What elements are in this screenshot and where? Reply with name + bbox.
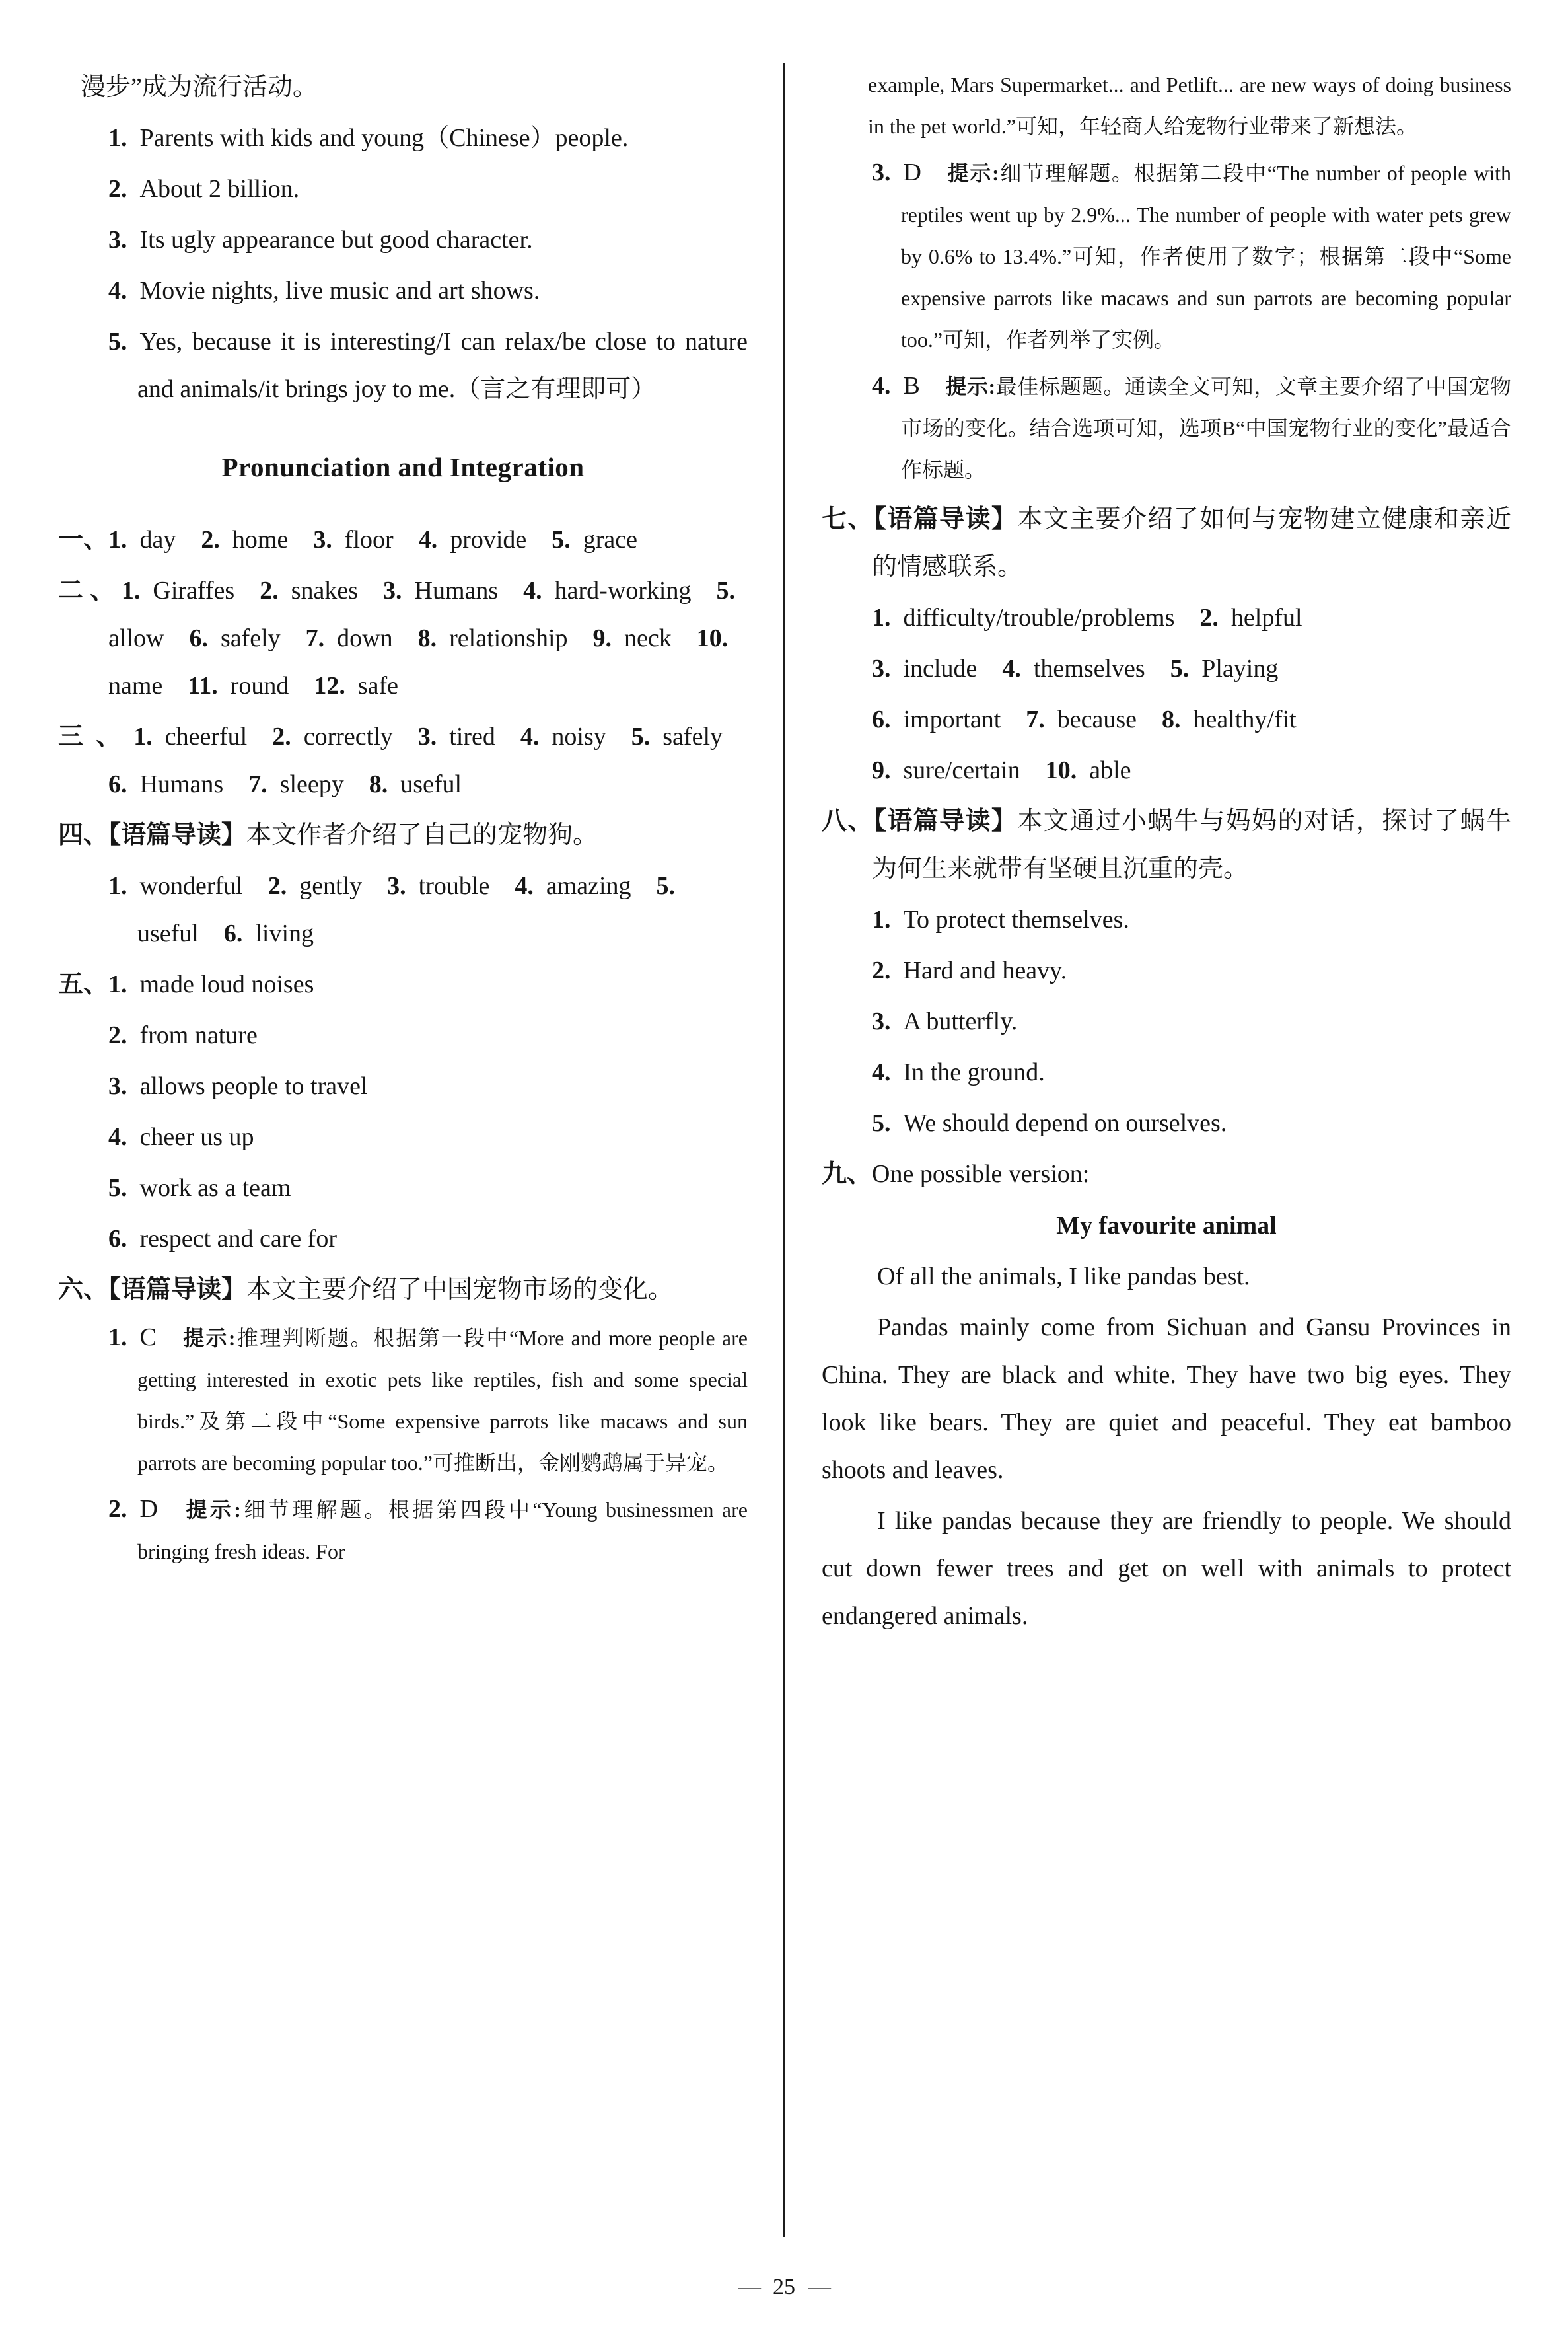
- text-segment: grace: [570, 526, 638, 554]
- text-segment: 1.: [133, 723, 153, 751]
- text-segment: correctly: [291, 723, 418, 751]
- text-segment: tired: [437, 723, 520, 751]
- text-segment: 六、: [58, 1276, 109, 1304]
- text-segment: 9.: [592, 624, 612, 652]
- section-item: [58, 1266, 748, 1313]
- continued-paragraph: [58, 63, 748, 111]
- hint-item: [58, 1317, 748, 1483]
- text-segment: 3.: [872, 159, 891, 186]
- text-segment: floor: [332, 526, 419, 554]
- text-segment: 6.: [108, 1225, 127, 1253]
- column-divider: [783, 63, 785, 2237]
- text-segment: 4.: [520, 723, 540, 751]
- answer-item: [58, 267, 748, 314]
- text-segment: 5.: [108, 328, 127, 355]
- text-segment: 1.: [108, 1323, 127, 1351]
- text-segment: from nature: [127, 1021, 258, 1049]
- text-segment: 2.: [267, 872, 287, 900]
- text-segment: 11.: [188, 672, 218, 700]
- text-segment: 四、: [58, 821, 109, 849]
- text-segment: 4.: [872, 372, 891, 400]
- text-segment: 5.: [552, 526, 571, 554]
- answer-item: [58, 165, 748, 213]
- section-item: [822, 797, 1511, 893]
- page-footer: [0, 2275, 1568, 2300]
- essay-paragraph: [822, 1304, 1511, 1494]
- text-segment: 提示:: [182, 1498, 241, 1522]
- text-segment: 提示:: [181, 1326, 236, 1350]
- text-segment: 一、: [58, 526, 109, 554]
- text-segment: B: [890, 372, 945, 400]
- text-segment: relationship: [437, 624, 593, 652]
- text-segment: 5.: [656, 872, 676, 900]
- text-segment: 漫步”成为流行活动。: [81, 73, 318, 101]
- text-segment: 1.: [108, 526, 127, 554]
- section-item: [58, 961, 748, 1008]
- text-segment: helpful: [1218, 604, 1302, 632]
- text-segment: 本文主要介绍了中国宠物市场的变化。: [246, 1276, 674, 1304]
- text-segment: 1.: [108, 872, 127, 900]
- text-segment: safely: [650, 723, 748, 751]
- text-segment: 8.: [369, 770, 388, 798]
- text-segment: trouble: [406, 872, 515, 900]
- text-segment: round: [217, 672, 314, 700]
- text-segment: To protect themselves.: [890, 906, 1129, 934]
- text-segment: 【语篇导读】: [108, 821, 247, 849]
- text-segment: 7.: [248, 770, 267, 798]
- text-segment: 4.: [872, 1058, 891, 1086]
- text-segment: living: [242, 920, 314, 947]
- text-segment: Hard and heavy.: [890, 957, 1067, 984]
- text-segment: A butterfly.: [890, 1008, 1018, 1035]
- text-segment: 4.: [108, 1123, 127, 1151]
- text-segment: 8.: [417, 624, 437, 652]
- text-segment: Its ugly appearance but good character.: [127, 226, 533, 254]
- text-segment: 12.: [314, 672, 345, 700]
- text-segment: I like pandas because they are friendly to people. We should cut down fewer trees and get on well with animals to protect endangered animals.: [822, 1507, 1511, 1630]
- text-segment: important: [890, 706, 1026, 733]
- section-item: [58, 567, 748, 710]
- text-segment: gently: [287, 872, 388, 900]
- text-segment: 2.: [108, 1495, 127, 1523]
- text-segment: 10.: [696, 624, 729, 652]
- text-segment: cheer us up: [127, 1123, 254, 1151]
- text-segment: Humans: [402, 577, 524, 605]
- footer-dash-left: —: [738, 2275, 760, 2299]
- text-segment: day: [127, 526, 201, 554]
- answer-item: [822, 1049, 1511, 1096]
- text-segment: themselves: [1020, 655, 1170, 683]
- text-segment: 七、: [822, 505, 874, 533]
- text-segment: 细节理解题。根据第二段中“The number of people with reptiles went up by 2.9%... The number of people with water pets grew by 0.6% to 13.4%.”可知，作者使用了数字；根据第二段中“Some expensive parrots like macaws and sun parrots are becoming popular too.”可知，作者列举了实例。: [901, 161, 1511, 351]
- answer-item: [822, 594, 1511, 642]
- text-segment: useful: [137, 872, 688, 947]
- text-segment: 9.: [872, 757, 891, 784]
- text-segment: neck: [612, 624, 697, 652]
- text-segment: We should depend on ourselves.: [890, 1109, 1227, 1137]
- text-segment: 4.: [108, 277, 127, 305]
- text-segment: Movie nights, live music and art shows.: [127, 277, 540, 305]
- answer-item: [58, 114, 748, 162]
- left-column: [58, 63, 748, 2237]
- page-number: 25: [773, 2275, 795, 2299]
- text-segment: 3.: [872, 655, 891, 683]
- text-segment: In the ground.: [890, 1058, 1045, 1086]
- text-segment: About 2 billion.: [127, 175, 300, 203]
- text-segment: down: [324, 624, 418, 652]
- text-segment: 3.: [383, 577, 402, 605]
- text-segment: difficulty/trouble/problems: [890, 604, 1200, 632]
- text-segment: healthy/fit: [1180, 706, 1297, 733]
- text-segment: Of all the animals, I like pandas best.: [877, 1263, 1250, 1290]
- answer-item: [58, 1113, 748, 1161]
- text-segment: 推理判断题。根据第一段中“More and more people are getting interested in exotic pets like reptiles, fish and some special birds.”及第二段中“Some expensive parrots like macaws and sun parrots are becoming popular too.”可推断出，金刚鹦鹉属于异宠。: [137, 1326, 748, 1475]
- text-segment: 本文通过小蜗牛与妈妈的对话，探讨了蜗牛为何生来就带有坚硬且沉重的壳。: [872, 807, 1511, 883]
- section-item: [58, 713, 748, 808]
- text-segment: 提示:: [944, 375, 996, 398]
- answer-item: [58, 1164, 748, 1212]
- text-segment: noisy: [539, 723, 631, 751]
- text-segment: hard-working: [542, 577, 717, 605]
- essay-paragraph: [822, 1253, 1511, 1300]
- text-segment: 5.: [108, 1174, 127, 1202]
- text-segment: Humans: [127, 770, 249, 798]
- section-title: [58, 443, 748, 491]
- continuation-paragraph: [822, 63, 1511, 147]
- section-item: [822, 1150, 1511, 1198]
- answer-item: [822, 696, 1511, 743]
- hint-item: [822, 152, 1511, 360]
- text-segment: 10.: [1045, 757, 1077, 784]
- text-segment: C: [127, 1323, 182, 1351]
- essay-title: [822, 1202, 1511, 1249]
- text-segment: cheerful: [152, 723, 273, 751]
- answer-item: [58, 1062, 748, 1110]
- text-segment: 最佳标题题。通读全文可知，文章主要介绍了中国宠物市场的变化。结合选项可知，选项B“中国宠物行业的变化”最适合作标题。: [901, 375, 1511, 482]
- right-column: [822, 63, 1511, 2237]
- text-segment: My favourite animal: [1056, 1212, 1277, 1239]
- text-segment: 本文主要介绍了如何与宠物建立健康和亲近的情感联系。: [872, 505, 1511, 581]
- text-segment: name: [108, 624, 741, 700]
- section-item: [58, 811, 748, 859]
- text-segment: Playing: [1189, 655, 1279, 683]
- text-segment: 5.: [872, 1109, 891, 1137]
- text-segment: 3.: [313, 526, 332, 554]
- text-segment: 3.: [108, 226, 127, 254]
- text-segment: 7.: [305, 624, 325, 652]
- text-segment: 二、: [58, 577, 122, 605]
- section-item: [58, 516, 748, 564]
- text-segment: 1.: [872, 604, 891, 632]
- answer-item: [822, 1099, 1511, 1147]
- hint-item: [58, 1489, 748, 1572]
- text-segment: home: [219, 526, 314, 554]
- answer-item: [58, 1012, 748, 1059]
- text-segment: 【语篇导读】: [873, 505, 1018, 533]
- text-segment: D: [127, 1495, 183, 1523]
- text-segment: made loud noises: [127, 971, 314, 998]
- text-segment: allow: [108, 577, 748, 652]
- text-segment: 4.: [523, 577, 542, 605]
- text-segment: 2.: [201, 526, 220, 554]
- text-segment: snakes: [278, 577, 383, 605]
- hint-item: [822, 365, 1511, 490]
- text-segment: safely: [207, 624, 306, 652]
- text-segment: 3.: [387, 872, 406, 900]
- footer-dash-right: —: [808, 2275, 830, 2299]
- text-segment: 2.: [108, 1021, 127, 1049]
- text-segment: 6.: [872, 706, 891, 733]
- text-segment: example, Mars Supermarket... and Petlift... are new ways of doing business in the pet world.”可知，年轻商人给宠物行业带来了新想法。: [868, 73, 1511, 138]
- text-segment: 3.: [872, 1008, 891, 1035]
- text-segment: 5.: [631, 723, 651, 751]
- text-segment: Parents with kids and young（Chinese）people.: [127, 124, 629, 152]
- text-segment: 提示:: [946, 161, 999, 185]
- text-segment: 1.: [108, 971, 127, 998]
- text-segment: 5.: [1170, 655, 1190, 683]
- text-segment: 1.: [108, 124, 127, 152]
- text-segment: Pandas mainly come from Sichuan and Gansu Provinces in China. They are black and white. They have two big eyes. They look like bears. They are quiet and peaceful. They eat bamboo shoots and leaves.: [822, 1313, 1511, 1484]
- text-segment: 4.: [515, 872, 534, 900]
- text-segment: 4.: [418, 526, 438, 554]
- text-segment: sure/certain: [890, 757, 1046, 784]
- answer-item: [822, 998, 1511, 1045]
- answer-item: [822, 947, 1511, 994]
- text-segment: 细节理解题。根据第四段中“Young businessmen are bringing fresh ideas. For: [137, 1498, 748, 1563]
- text-segment: Giraffes: [140, 577, 260, 605]
- answer-item: [822, 896, 1511, 943]
- text-segment: 八、: [822, 807, 874, 835]
- text-segment: 本文作者介绍了自己的宠物狗。: [246, 821, 598, 849]
- text-segment: able: [1077, 757, 1131, 784]
- answer-item: [822, 747, 1511, 794]
- text-segment: Pronunciation and Integration: [221, 452, 585, 482]
- answer-item: [58, 216, 748, 264]
- text-segment: useful: [388, 770, 462, 798]
- text-segment: 五、: [58, 971, 109, 998]
- answer-item: [58, 1215, 748, 1263]
- text-segment: allows people to travel: [127, 1072, 368, 1100]
- text-segment: 【语篇导读】: [873, 807, 1018, 835]
- text-segment: provide: [437, 526, 552, 554]
- text-segment: 三、: [58, 723, 134, 751]
- text-segment: D: [890, 159, 946, 186]
- text-segment: 1.: [121, 577, 141, 605]
- text-segment: 5.: [716, 577, 735, 605]
- text-segment: 【语篇导读】: [108, 1276, 247, 1304]
- text-segment: wonderful: [127, 872, 268, 900]
- text-segment: 6.: [108, 770, 127, 798]
- answer-item: [58, 862, 748, 957]
- text-segment: amazing: [533, 872, 657, 900]
- text-segment: 1.: [872, 906, 891, 934]
- text-segment: 3.: [108, 1072, 127, 1100]
- text-segment: 8.: [1162, 706, 1181, 733]
- text-segment: Yes, because it is interesting/I can relax/be close to nature and animals/it brings joy to me.（言之有理即可）: [127, 328, 748, 403]
- answer-item: [58, 318, 748, 413]
- section-item: [822, 496, 1511, 591]
- text-segment: 6.: [223, 920, 243, 947]
- text-segment: 2.: [260, 577, 279, 605]
- text-segment: 九、: [822, 1160, 873, 1188]
- text-segment: safe: [345, 672, 399, 700]
- text-segment: 7.: [1026, 706, 1045, 733]
- answer-item: [822, 645, 1511, 692]
- text-segment: 2.: [272, 723, 291, 751]
- text-segment: sleepy: [267, 770, 369, 798]
- text-segment: include: [890, 655, 1003, 683]
- text-segment: respect and care for: [127, 1225, 338, 1253]
- page-content: [58, 63, 1511, 2237]
- text-segment: 4.: [1002, 655, 1021, 683]
- text-segment: 3.: [417, 723, 437, 751]
- text-segment: 6.: [189, 624, 208, 652]
- text-segment: One possible version:: [872, 1160, 1090, 1188]
- text-segment: 2.: [108, 175, 127, 203]
- text-segment: work as a team: [127, 1174, 291, 1202]
- text-segment: 2.: [872, 957, 891, 984]
- text-segment: because: [1044, 706, 1162, 733]
- text-segment: 2.: [1199, 604, 1219, 632]
- essay-paragraph: [822, 1497, 1511, 1640]
